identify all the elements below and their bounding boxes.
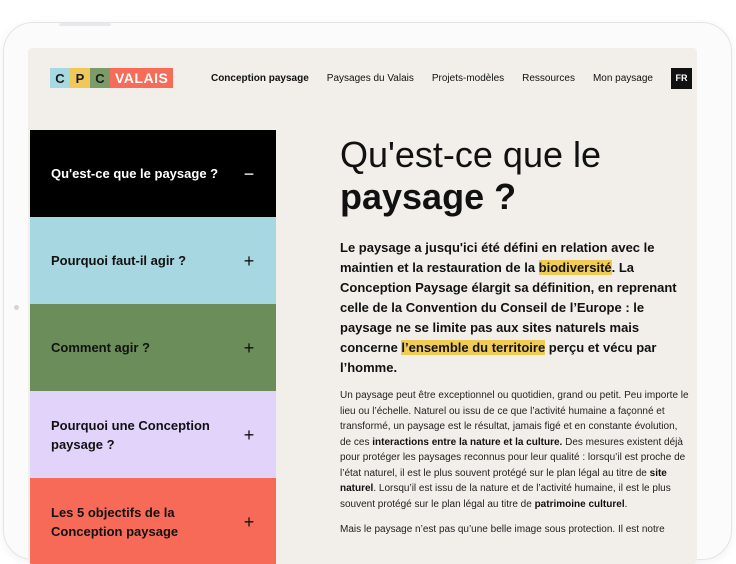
nav-ressources[interactable]: Ressources [522, 72, 575, 84]
device-home-dot [14, 305, 19, 310]
main-nav [211, 67, 692, 89]
plus-icon: + [243, 511, 255, 532]
nav-paysages-du-valais[interactable]: Paysages du Valais [326, 72, 414, 84]
accordion-item-5-objectifs[interactable] [30, 478, 276, 564]
lead-text: perçu et vécu par l’homme. [340, 340, 657, 375]
lead-text: Le paysage a jusqu'ici été défini en relation avec le maintien et la restauration de la [340, 240, 655, 275]
plus-icon: + [243, 337, 255, 358]
plus-icon: + [243, 424, 255, 445]
nav-conception-paysage[interactable]: Conception paysage [210, 72, 309, 84]
lead-paragraph [340, 238, 690, 378]
cpc-valais-logo[interactable] [50, 68, 173, 88]
logo-letter-p: P [70, 68, 90, 88]
accordion-label: Qu'est-ce que le paysage ? [51, 166, 219, 181]
body-text: Un paysage peut être exceptionnel ou quotidien, grand ou petit. Peu importe le lieu ou l’échelle. Naturel ou issu de ce que l’activité humaine a façonné et transformé, un paysage est le résultat, jamais figé et en constante évolution, de ces [340, 390, 689, 448]
page-title-line1: Qu'est-ce que le [340, 134, 602, 175]
screen [28, 48, 697, 564]
logo-word: VALAIS [110, 68, 173, 88]
device-top-button [59, 23, 111, 26]
accordion-label: Les 5 objectifs de la Conception paysage [51, 504, 179, 539]
accordion-label: Comment agir ? [51, 340, 150, 355]
nav-mon-paysage[interactable]: Mon paysage [592, 72, 653, 84]
bold-text: patrimoine culturel [534, 498, 625, 510]
accordion-label: Pourquoi une Conception paysage ? [51, 417, 210, 452]
logo-letter-c2: C [90, 68, 110, 88]
bold-text: interactions entre la nature et la culture. [372, 436, 563, 448]
plus-icon: + [243, 250, 255, 271]
body-paragraph-1 [340, 388, 690, 512]
body-text: Mais le paysage n’est pas qu’une belle image sous protection. Il est notre [340, 524, 665, 535]
accordion-item-pourquoi-agir[interactable] [30, 217, 276, 304]
body-text: Des mesures existent déjà pour protéger les paysages reconnus pour leur qualité : lorsqu’il est proche de l’état naturel, il est le plus souvent protégé sur le plan légal au titre de [340, 436, 686, 479]
accordion-item-pourquoi-conception[interactable] [30, 391, 276, 478]
nav-projets-modeles[interactable]: Projets-modèles [431, 72, 505, 84]
accordion-label: Pourquoi faut-il agir ? [51, 253, 187, 268]
page-title-line2: paysage ? [340, 176, 517, 217]
minus-icon: − [243, 163, 255, 184]
body-paragraph-2 [340, 522, 690, 538]
bold-text: site naturel [340, 467, 667, 494]
accordion-item-quest-ce[interactable] [30, 130, 276, 217]
highlight-biodiversite: biodiversité [538, 260, 612, 275]
highlight-ensemble-territoire: l’ensemble du territoire [401, 340, 546, 355]
language-switch[interactable]: FR [671, 68, 692, 89]
accordion [30, 130, 276, 564]
logo-letter-c1: C [50, 68, 70, 88]
body-text: . [624, 498, 628, 510]
tablet-frame [3, 22, 732, 560]
lead-text: . La Conception Paysage élargit sa définition, en reprenant celle de la Convention du Conseil de l’Europe : le paysage ne se limite pas aux sites naturels mais concerne [340, 260, 677, 355]
main-content [340, 130, 690, 538]
body-text: . Lorsqu’il est issu de la nature et de l’activité humaine, il est le plus souvent protégé sur le plan légal au titre de [340, 483, 671, 510]
accordion-item-comment-agir[interactable] [30, 304, 276, 391]
